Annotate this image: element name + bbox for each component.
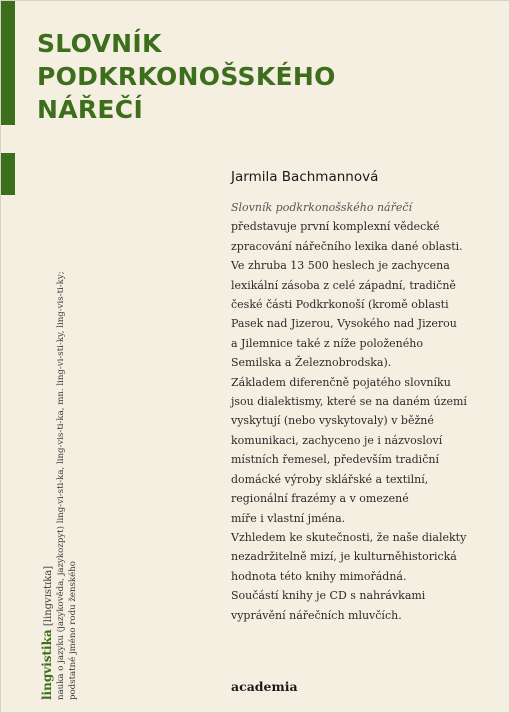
title-line: NÁŘEČÍ [37,95,144,124]
dictionary-definition: nauka o jazyku (jazykověda, jazykozpyt) ling-vi-sti-ka, ling-vis-ti-ka, mn. ling-vi-sti-ky, ling-vis-ti-ky; [56,271,66,700]
dictionary-headword: lingvistika [40,629,54,700]
dictionary-entry-vertical [41,180,79,700]
dictionary-part-of-speech: podstatné jméno rodu ženského [68,561,78,700]
description-line: představuje první komplexní vědecké [231,220,440,234]
description-line: místních řemesel, především tradiční [231,453,439,467]
description-line: lexikální zásoba z celé západní, tradičně [231,278,456,292]
description-line: nezadržitelně mizí, je kulturněhistorická [231,550,457,564]
description-line: zpracování nářečního lexika dané oblasti. [231,239,463,253]
description-line: komunikaci, zachyceno je i názvosloví [231,433,443,447]
description-line: a Jilemnice také z níže položeného [231,336,423,350]
description-line: regionální frazémy a v omezené [231,492,409,506]
description-line: Ve zhruba 13 500 heslech je zachycena [231,259,450,273]
description-line: Semilska a Železnobrodska). [231,356,392,370]
description-line: české části Podkrkonoší (kromě oblasti [231,298,449,312]
description-line: vyprávění nářečních mluvčích. [231,608,402,622]
description-line: domácké výroby sklářské a textilní, [231,472,429,486]
description-line: Součástí knihy je CD s nahrávkami [231,589,426,603]
title-line: SLOVNÍK [37,29,162,58]
description-line: Slovník podkrkonošského nářečí [231,201,413,214]
description-line: jsou dialektismy, které se na daném území [231,395,467,409]
description-line: Základem diferenčně pojatého slovníku [231,375,451,389]
description-line: hodnota této knihy mimořádná. [231,569,407,583]
description-line: míře i vlastní jména. [231,511,346,525]
accent-bar-middle [1,153,15,195]
book-title [37,27,336,126]
description-line: vyskytují (nebo vyskytovaly) v běžné [231,414,434,428]
description-line: Vzhledem ke skutečnosti, že naše dialekty [231,530,467,544]
publisher-name: academia [231,679,298,694]
dictionary-pronunciation: [lingvɪstɪka] [43,565,54,627]
description-line: Pasek nad Jizerou, Vysokého nad Jizerou [231,317,457,331]
accent-bar-top [1,1,15,125]
dictionary-headword-line [41,180,55,700]
title-line: PODKRKONOŠSKÉHO [37,62,336,91]
book-description [231,198,493,625]
author-name: Jarmila Bachmannová [231,169,379,185]
